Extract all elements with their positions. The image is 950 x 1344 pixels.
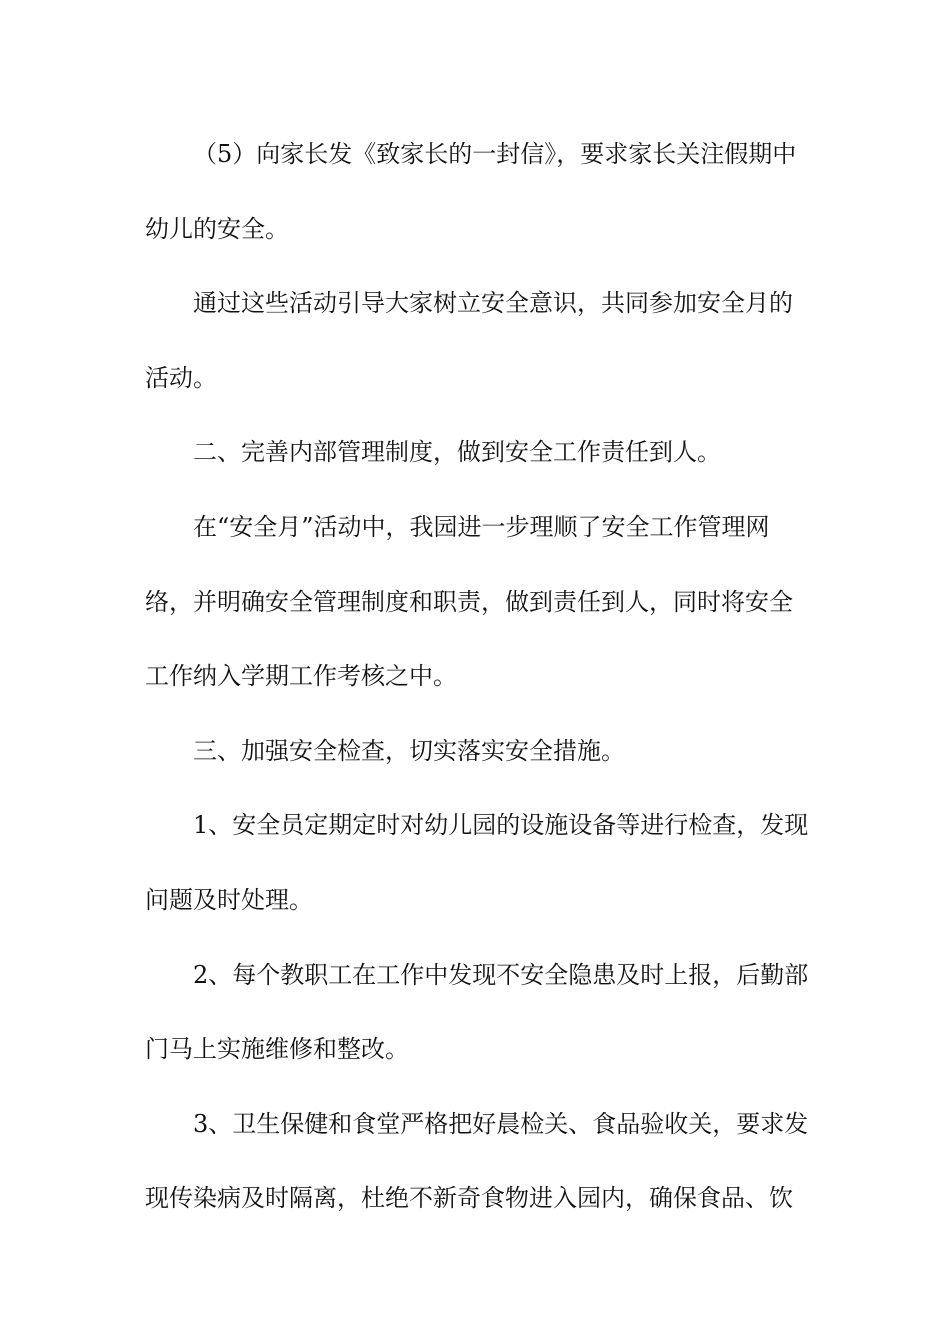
paragraph-parent-letter [145, 117, 807, 266]
text-line: 现传染病及时隔离，杜绝不新奇食物进入园内，确保食品、饮 [145, 1184, 793, 1213]
list-item-1 [145, 788, 807, 937]
text-line: 工作纳入学期工作考核之中。 [145, 662, 457, 691]
text-line: 通过这些活动引导大家树立安全意识，共同参加安全月的 [193, 289, 793, 318]
text-line: 2、每个教职工在工作中发现不安全隐患及时上报，后勤部 [193, 960, 809, 989]
text-line: 1、安全员定期定时对幼儿园的设施设备等进行检查，发现 [193, 811, 809, 840]
section-heading-three [145, 714, 807, 789]
text-line: 在“安全月”活动中，我园进一步理顺了安全工作管理网 [193, 512, 770, 541]
text-line: （5）向家长发《致家长的一封信》，要求家长关注假期中 [193, 140, 797, 168]
text-line: 3、卫生保健和食堂严格把好晨检关、食品验收关，要求发 [193, 1109, 809, 1138]
paragraph-safety-awareness [145, 266, 807, 415]
text-line: 活动。 [145, 363, 217, 392]
text-line: 二、完善内部管理制度，做到安全工作责任到人。 [193, 438, 721, 467]
text-line: 门马上实施维修和整改。 [145, 1035, 409, 1064]
text-line: 三、加强安全检查，切实落实安全措施。 [193, 736, 625, 765]
list-item-2 [145, 938, 807, 1087]
section-heading-two [145, 415, 807, 490]
text-line: 络，并明确安全管理制度和职责，做到责任到人，同时将安全 [145, 587, 793, 616]
paragraph-management-network [145, 490, 807, 714]
text-line: 问题及时处理。 [145, 885, 313, 914]
document-body [145, 117, 807, 1236]
list-item-3 [145, 1087, 807, 1236]
text-line: 幼儿的安全。 [145, 214, 289, 243]
